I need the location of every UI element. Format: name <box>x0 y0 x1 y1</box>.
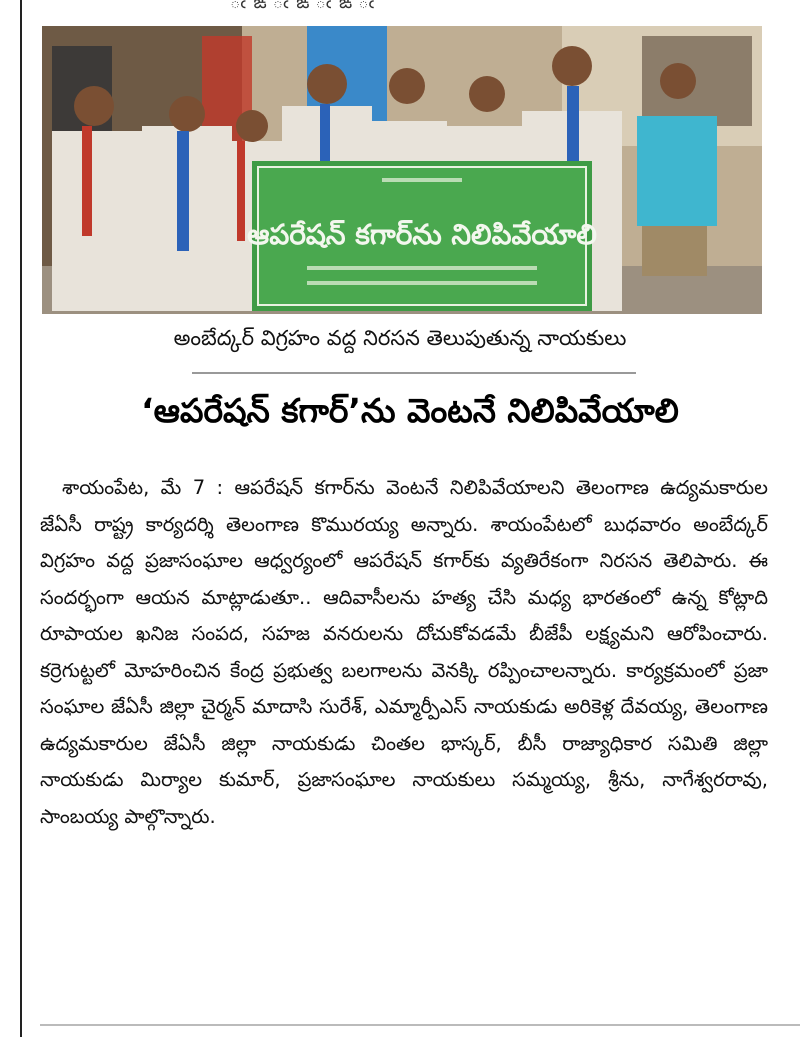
news-photo <box>42 26 762 314</box>
banner-title: ఆపరేషన్ కగార్‌ను నిలిపివేయాలి <box>247 218 597 251</box>
cut-off-previous-text: ఁ ఙ ఁ ఙ ఁ ఙ ఁ <box>230 0 375 13</box>
bottom-divider <box>40 1024 800 1026</box>
caption-divider <box>192 372 636 374</box>
photo-caption: అంబేద్కర్ విగ్రహం వద్ద నిరసన తెలుపుతున్న నాయకులు <box>173 326 627 350</box>
headline: ‘ఆపరేషన్ కగార్’ను వెంటనే నిలిపివేయాలి <box>141 391 679 430</box>
article-body: శాయంపేట, మే 7 : ఆపరేషన్ కగార్‌ను వెంటనే నిలిపివేయాలని తెలంగాణ ఉద్యమకారుల జేఏసీ రాష్ట్ర కార్యదర్శి తెలంగాణ కొమురయ్య అన్నారు. శాయంపేటలో బుధవారం అంబేద్కర్ విగ్రహం వద్ద ప్రజాసంఘాల ఆధ్వర్యంలో ఆపరేషన్ కగార్‌కు వ్యతిరేకంగా నిరసన తెలిపారు. ఈ సందర్భంగా ఆయన మాట్లాడుతూ.. ఆదివాసీలను హత్య చేసి మధ్య భారతంలో ఉన్న కోట్లాది రూపాయల ఖనిజ సంపద, సహజ వనరులను దోచుకోవడమే బీజేపీ లక్ష్యమని ఆరోపించారు. కర్రెగుట్టలో మోహరించిన కేంద్ర ప్రభుత్వ బలగాలను వెనక్కి రప్పించాలన్నారు. కార్యక్రమంలో ప్రజా సంఘాల జేఏసీ జిల్లా చైర్మన్ మాదాసి సురేశ్, ఎమ్మార్పీఎస్ నాయకుడు అరికెళ్ల దేవయ్య, తెలంగాణ ఉద్యమకారుల జేఏసీ జిల్లా నాయకుడు చింతల భాస్కర్, బీసీ రాజ్యాధికార సమితి జిల్లా నాయకుడు మిర్యాల కుమార్, ప్రజాసంఘాల నాయకులు సమ్మయ్య, శ్రీను, నాగేశ్వరరావు, సాంబయ్య పాల్గొన్నారు. <box>40 476 768 828</box>
column-divider <box>20 0 22 1037</box>
